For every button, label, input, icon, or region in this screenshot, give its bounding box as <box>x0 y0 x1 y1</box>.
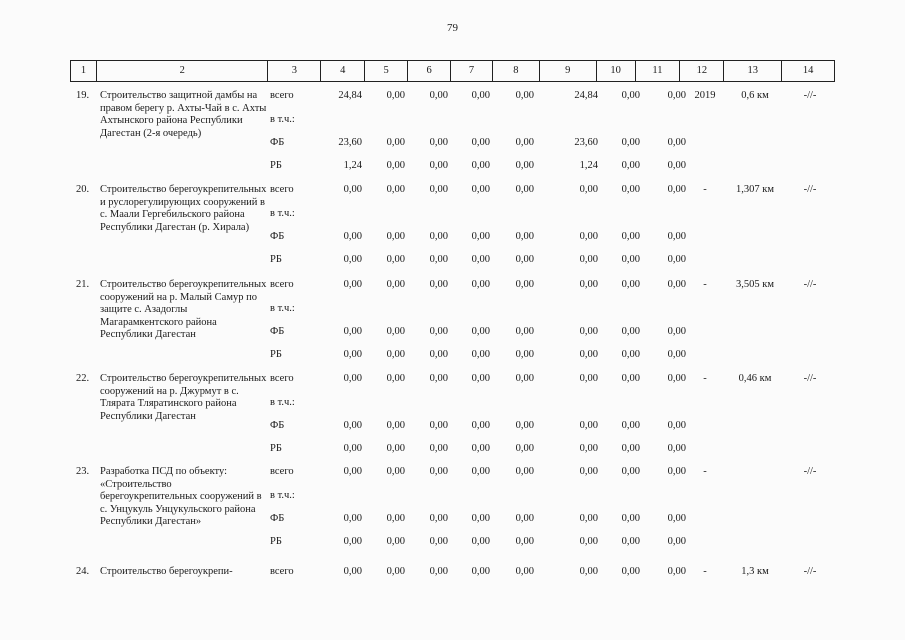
amount-cell: 0,00 <box>621 90 640 101</box>
amount-cell: 0,00 <box>515 420 534 431</box>
amount-cell: 0,00 <box>429 443 448 454</box>
capacity-cell: 0,46 км <box>738 373 772 384</box>
amount-cell: 0,00 <box>343 420 362 431</box>
fb-line <box>70 326 835 340</box>
including-label: в т.ч.: <box>270 208 295 219</box>
funding-source-label: всего <box>270 373 294 384</box>
amount-cell: 0,00 <box>579 443 598 454</box>
amount-cell: 0,00 <box>667 231 686 242</box>
amount-cell: 0,00 <box>667 349 686 360</box>
amount-cell: 0,00 <box>667 254 686 265</box>
funding-source-label: всего <box>270 90 294 101</box>
funding-source-label: ФБ <box>270 513 285 524</box>
including-line <box>70 490 835 504</box>
amount-cell: 0,00 <box>579 373 598 384</box>
fb-line <box>70 513 835 527</box>
amount-cell: 0,00 <box>515 566 534 577</box>
total-line <box>70 466 835 480</box>
header-cell: 11 <box>636 61 681 81</box>
amount-cell: 0,00 <box>471 349 490 360</box>
including-line <box>70 208 835 222</box>
row-number: 20. <box>76 184 90 195</box>
total-line <box>70 90 835 104</box>
object-name: Строительство берегоукрепительных сооружений на р. Джурмут в с. Тлярата Тляратинского района Республики Дагестан <box>100 373 267 422</box>
amount-cell: 0,00 <box>621 513 640 524</box>
header-cell: 9 <box>540 61 597 81</box>
amount-cell: 0,00 <box>579 566 598 577</box>
amount-cell: 0,00 <box>471 513 490 524</box>
amount-cell: 0,00 <box>667 466 686 477</box>
amount-cell: 0,00 <box>667 184 686 195</box>
row-number: 21. <box>76 279 90 290</box>
rb-line <box>70 160 835 174</box>
amount-cell: 0,00 <box>471 326 490 337</box>
including-line <box>70 114 835 128</box>
amount-cell: 0,00 <box>343 326 362 337</box>
amount-cell: 0,00 <box>471 160 490 171</box>
amount-cell: 0,00 <box>386 160 405 171</box>
amount-cell: 0,00 <box>343 373 362 384</box>
amount-cell: 0,00 <box>471 184 490 195</box>
amount-cell: 0,00 <box>343 279 362 290</box>
header-cell: 5 <box>365 61 408 81</box>
funding-source-label: ФБ <box>270 420 285 431</box>
amount-cell: 0,00 <box>579 279 598 290</box>
header-cell: 3 <box>268 61 321 81</box>
object-name: Строительство берегоукрепи- <box>100 566 233 577</box>
fb-line <box>70 137 835 151</box>
amount-cell: 0,00 <box>515 326 534 337</box>
amount-cell: 23,60 <box>574 137 598 148</box>
funding-source-label: ФБ <box>270 231 285 242</box>
header-cell: 4 <box>321 61 365 81</box>
amount-cell: 0,00 <box>621 466 640 477</box>
amount-cell: 0,00 <box>386 513 405 524</box>
amount-cell: 0,00 <box>386 254 405 265</box>
row-number: 19. <box>76 90 90 101</box>
header-cell: 12 <box>680 61 724 81</box>
amount-cell: 0,00 <box>386 90 405 101</box>
header-cell: 1 <box>71 61 97 81</box>
object-name: Разработка ПСД по объекту: «Строительство берегоукрепительных сооружений в с. Унцукуль Унцукульского района Республики Дагестан» <box>100 466 262 527</box>
amount-cell: 0,00 <box>429 326 448 337</box>
amount-cell: 0,00 <box>471 420 490 431</box>
amount-cell: 0,00 <box>621 443 640 454</box>
row-number: 22. <box>76 373 90 384</box>
amount-cell: 0,00 <box>343 184 362 195</box>
amount-cell: 0,00 <box>386 373 405 384</box>
amount-cell: 0,00 <box>621 536 640 547</box>
year-cell: - <box>703 184 707 195</box>
funding-source-label: РБ <box>270 443 282 454</box>
amount-cell: 0,00 <box>621 349 640 360</box>
note-cell: -//- <box>803 466 817 477</box>
capacity-cell: 1,307 км <box>736 184 774 195</box>
amount-cell: 0,00 <box>621 254 640 265</box>
funding-source-label: РБ <box>270 536 282 547</box>
total-line <box>70 184 835 198</box>
amount-cell: 0,00 <box>471 231 490 242</box>
amount-cell: 0,00 <box>667 513 686 524</box>
amount-cell: 0,00 <box>386 349 405 360</box>
amount-cell: 0,00 <box>579 466 598 477</box>
amount-cell: 0,00 <box>343 254 362 265</box>
amount-cell: 0,00 <box>386 137 405 148</box>
fb-line <box>70 231 835 245</box>
funding-source-label: РБ <box>270 254 282 265</box>
amount-cell: 24,84 <box>574 90 598 101</box>
amount-cell: 0,00 <box>579 254 598 265</box>
amount-cell: 0,00 <box>471 536 490 547</box>
header-cell: 2 <box>97 61 269 81</box>
amount-cell: 0,00 <box>471 566 490 577</box>
amount-cell: 0,00 <box>429 184 448 195</box>
amount-cell: 0,00 <box>386 184 405 195</box>
amount-cell: 0,00 <box>471 466 490 477</box>
funding-source-label: всего <box>270 184 294 195</box>
funding-source-label: всего <box>270 466 294 477</box>
page-number: 79 <box>447 22 458 34</box>
amount-cell: 0,00 <box>621 373 640 384</box>
row-number: 24. <box>76 566 90 577</box>
amount-cell: 0,00 <box>667 90 686 101</box>
amount-cell: 0,00 <box>429 160 448 171</box>
amount-cell: 0,00 <box>515 466 534 477</box>
funding-source-label: РБ <box>270 349 282 360</box>
header-cell: 8 <box>493 61 540 81</box>
object-name: Строительство берегоукрепительных сооружений на р. Малый Самур по защите с. Азадоглы Магарамкентского района Республики Дагестан <box>100 279 267 340</box>
total-line <box>70 566 835 580</box>
amount-cell: 0,00 <box>621 326 640 337</box>
amount-cell: 0,00 <box>667 160 686 171</box>
amount-cell: 0,00 <box>579 326 598 337</box>
amount-cell: 0,00 <box>429 137 448 148</box>
amount-cell: 0,00 <box>515 513 534 524</box>
amount-cell: 0,00 <box>386 279 405 290</box>
amount-cell: 0,00 <box>515 443 534 454</box>
amount-cell: 0,00 <box>621 137 640 148</box>
including-label: в т.ч.: <box>270 397 295 408</box>
amount-cell: 0,00 <box>429 566 448 577</box>
amount-cell: 0,00 <box>471 137 490 148</box>
amount-cell: 0,00 <box>667 536 686 547</box>
amount-cell: 0,00 <box>579 513 598 524</box>
including-label: в т.ч.: <box>270 114 295 125</box>
amount-cell: 0,00 <box>667 326 686 337</box>
amount-cell: 0,00 <box>515 137 534 148</box>
amount-cell: 0,00 <box>343 566 362 577</box>
amount-cell: 0,00 <box>471 90 490 101</box>
amount-cell: 0,00 <box>579 184 598 195</box>
header-cell: 13 <box>724 61 782 81</box>
amount-cell: 1,24 <box>579 160 598 171</box>
amount-cell: 0,00 <box>515 279 534 290</box>
amount-cell: 0,00 <box>667 566 686 577</box>
amount-cell: 0,00 <box>386 466 405 477</box>
note-cell: -//- <box>803 566 817 577</box>
amount-cell: 0,00 <box>386 326 405 337</box>
including-label: в т.ч.: <box>270 490 295 501</box>
amount-cell: 0,00 <box>471 443 490 454</box>
header-cell: 14 <box>802 65 814 76</box>
amount-cell: 0,00 <box>386 231 405 242</box>
amount-cell: 0,00 <box>429 279 448 290</box>
amount-cell: 0,00 <box>471 279 490 290</box>
funding-source-label: РБ <box>270 160 282 171</box>
year-cell: 2019 <box>694 90 716 101</box>
funding-source-label: ФБ <box>270 326 285 337</box>
funding-source-label: ФБ <box>270 137 285 148</box>
table-header <box>70 60 835 82</box>
amount-cell: 0,00 <box>579 536 598 547</box>
note-cell: -//- <box>803 90 817 101</box>
amount-cell: 0,00 <box>667 373 686 384</box>
amount-cell: 0,00 <box>386 420 405 431</box>
amount-cell: 0,00 <box>429 90 448 101</box>
amount-cell: 0,00 <box>343 443 362 454</box>
funding-source-label: всего <box>270 566 294 577</box>
year-cell: - <box>703 466 707 477</box>
rb-line <box>70 536 835 550</box>
amount-cell: 0,00 <box>515 349 534 360</box>
capacity-cell: 1,3 км <box>741 566 769 577</box>
note-cell: -//- <box>803 184 817 195</box>
year-cell: - <box>703 279 707 290</box>
note-cell: -//- <box>803 373 817 384</box>
amount-cell: 0,00 <box>343 349 362 360</box>
including-line <box>70 303 835 317</box>
amount-cell: 0,00 <box>667 137 686 148</box>
note-cell: -//- <box>803 279 817 290</box>
amount-cell: 0,00 <box>429 231 448 242</box>
year-cell: - <box>703 566 707 577</box>
amount-cell: 0,00 <box>471 373 490 384</box>
amount-cell: 0,00 <box>667 443 686 454</box>
amount-cell: 0,00 <box>621 184 640 195</box>
amount-cell: 0,00 <box>515 373 534 384</box>
amount-cell: 0,00 <box>386 566 405 577</box>
amount-cell: 0,00 <box>343 231 362 242</box>
year-cell: - <box>703 373 707 384</box>
amount-cell: 23,60 <box>338 137 362 148</box>
amount-cell: 0,00 <box>343 536 362 547</box>
amount-cell: 0,00 <box>667 279 686 290</box>
amount-cell: 0,00 <box>515 231 534 242</box>
amount-cell: 0,00 <box>429 466 448 477</box>
amount-cell: 0,00 <box>386 536 405 547</box>
amount-cell: 0,00 <box>515 536 534 547</box>
rb-line <box>70 443 835 457</box>
rb-line <box>70 349 835 363</box>
total-line <box>70 279 835 293</box>
amount-cell: 0,00 <box>515 184 534 195</box>
fb-line <box>70 420 835 434</box>
amount-cell: 0,00 <box>515 254 534 265</box>
capacity-cell: 0,6 км <box>741 90 769 101</box>
rb-line <box>70 254 835 268</box>
funding-source-label: всего <box>270 279 294 290</box>
amount-cell: 1,24 <box>343 160 362 171</box>
amount-cell: 0,00 <box>621 566 640 577</box>
amount-cell: 0,00 <box>515 160 534 171</box>
header-cell: 7 <box>451 61 493 81</box>
including-line <box>70 397 835 411</box>
capacity-cell: 3,505 км <box>736 279 774 290</box>
amount-cell: 0,00 <box>429 349 448 360</box>
amount-cell: 0,00 <box>343 466 362 477</box>
header-cell: 10 <box>597 61 636 81</box>
object-name: Строительство берегоукрепительных и руслорегулирующих сооружений в с. Маали Гергебильского района Республики Дагестан (р. Хирала) <box>100 184 267 233</box>
amount-cell: 0,00 <box>429 373 448 384</box>
amount-cell: 0,00 <box>343 513 362 524</box>
amount-cell: 0,00 <box>471 254 490 265</box>
amount-cell: 0,00 <box>429 254 448 265</box>
header-cell: 6 <box>408 61 451 81</box>
amount-cell: 0,00 <box>429 420 448 431</box>
amount-cell: 0,00 <box>621 160 640 171</box>
amount-cell: 0,00 <box>667 420 686 431</box>
amount-cell: 0,00 <box>621 231 640 242</box>
amount-cell: 0,00 <box>579 349 598 360</box>
object-name: Строительство защитной дамбы на правом берегу р. Ахты-Чай в с. Ахты Ахтынского района Республики Дагестан (2-я очередь) <box>100 90 267 139</box>
total-line <box>70 373 835 387</box>
amount-cell: 0,00 <box>429 513 448 524</box>
amount-cell: 0,00 <box>621 420 640 431</box>
amount-cell: 24,84 <box>338 90 362 101</box>
including-label: в т.ч.: <box>270 303 295 314</box>
amount-cell: 0,00 <box>515 90 534 101</box>
amount-cell: 0,00 <box>579 420 598 431</box>
amount-cell: 0,00 <box>429 536 448 547</box>
amount-cell: 0,00 <box>386 443 405 454</box>
row-number: 23. <box>76 466 90 477</box>
amount-cell: 0,00 <box>621 279 640 290</box>
amount-cell: 0,00 <box>579 231 598 242</box>
